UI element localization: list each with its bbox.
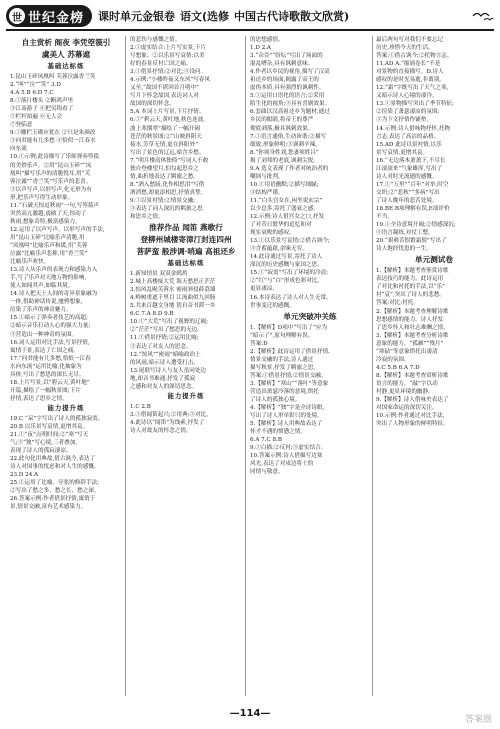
answer-line: 深沉的历史感慨与家国之思。 (250, 262, 323, 269)
answer-list (376, 36, 492, 253)
answer-line: 4.示例:“小楼昨夜又东风”写春风 (130, 77, 211, 84)
answer-line: 4.此诗以“闻笛”为线索,抒发了 (130, 419, 205, 426)
answer-line: 具体,写出了愁思的深长无尽。 (10, 371, 85, 378)
answer-line: 2.“叫”“泣”“笑” 3.D (10, 82, 61, 89)
answer-line: 风光,表达了对戍边将士的 (250, 461, 314, 468)
answer-line: 19.①全诗意境开阔;②情感深沉; (376, 222, 456, 229)
answer-line: 语言的能力。“敲”字以动 (376, 380, 438, 387)
answer-line: 8.①落日楼头 ②断鸿声里 (10, 98, 74, 105)
answer-line: 12.运用了以声写声、以形写声的手法, (10, 226, 105, 233)
answer-line: 7.①语言通俗,生动诙谐;②描写 (250, 133, 327, 140)
answer-line: 12.“霜”字既写出了天气之寒, (376, 85, 449, 92)
page-number: —114— (229, 708, 271, 719)
answer-line: 11.①借景抒情;②运用比喻; (130, 335, 199, 342)
answer-line: 描写秋景,抒发了羁旅之思。 (250, 364, 319, 371)
book-title: 中国古代诗歌散文欣赏) (234, 10, 350, 23)
answer-line: 答案:D (250, 340, 268, 347)
answer-line: 向东流 (10, 146, 27, 153)
answer-list (376, 267, 492, 428)
answer-line: 了对昔日繁华的追忆和对 (250, 222, 312, 229)
answer-line: 了诗人晚年的悲苦处境。 (376, 197, 438, 204)
answer-line: 波上寒烟翠”描绘了一幅开阔 (130, 125, 200, 132)
answer-line: 的悲伤与感慨之情。 (130, 37, 181, 43)
answer-line: 10.答案示例:诗人借描写边塞 (250, 453, 323, 460)
answer-line: 彻底剥落,极具讽刺效果。 (250, 125, 314, 132)
answer-line: 意象的能力。“孤雁”“残月” (376, 340, 444, 347)
answer-line: 的美妙乐声。②用“昆山玉碎”“凤 (10, 162, 92, 169)
answer-line: 11.“白头宫女在,闲坐说玄宗” (250, 197, 323, 204)
answer-line: 揭了刘邦的老底,讽刺尖锐。 (250, 157, 319, 164)
answer-line: 1.【解析】D项中“写出了”应为 (250, 324, 328, 331)
answer-line: 8.“你须身姓刘,您妻须姓吕” (250, 149, 319, 156)
answer-line: 10.示例:作者通过对比手法, (376, 413, 445, 420)
answer-line: 16.“无边落木萧萧下,不尽长 (376, 157, 446, 164)
answer-line: 4.【解析】“独”字是全诗诗眼, (250, 405, 325, 412)
answer-line: 3.【解析】本题考查分析诗歌 (376, 332, 449, 339)
answer-line: 突出了人物形象的鲜明特征。 (376, 421, 449, 428)
answer-line: 14.诗人把天上人间的奇异景象融为 (10, 291, 98, 298)
answer-line: 11.AD A.“缩诵卷长”不是 (376, 61, 441, 68)
answer-line: 水向东流”运用比喻,化抽象为 (10, 363, 82, 370)
answer-line: 4.A 5.B 6.D 7.C (10, 90, 54, 97)
answer-line: 苍茫的秋景图;②“山映斜阳天 (130, 133, 202, 140)
answer-line: 1.新知情景 双双金鹧鸪 (130, 271, 188, 278)
answer-line: 3.惊风乱飐芙蓉水 密雨斜侵薜荔墙 (130, 287, 216, 294)
answer-line: 1.C 2.B (130, 403, 151, 410)
answer-line: 2.【解析】本题考查理解诗歌 (376, 308, 449, 315)
answer-line: 16.本诗表达了诗人对人生无常、 (250, 294, 332, 301)
answer-line: 14.示例:诗人借咏物抒怀,托物 (376, 125, 451, 132)
answer-list (130, 270, 242, 391)
section-title: 单元突破冲关练 (283, 311, 337, 321)
answer-line: 6.A 7.C 8.B (250, 437, 282, 444)
answer-line: 21.①“夜”点明时间;②“寒”写天 (10, 432, 89, 439)
answer-line: 写出了景色的辽远,暗含乡愁。 (130, 149, 205, 156)
answer-line: ②“红”与“白”形成色彩对比, (250, 278, 320, 285)
section-subtitle: 登柳州城楼寄漳汀封连四州 (140, 235, 232, 245)
answer-line: 蓉泣露”“香兰笑”写乐声的悲喜。 (10, 178, 92, 185)
answer-line: 泣露”比喻乐声悲抑,用“香兰笑” (10, 251, 88, 258)
answer-line: ③为下文抒情作铺垫。 (376, 117, 432, 124)
header-rule (6, 29, 494, 31)
answer-line: 12.“惊风”“密雨”暗喻政治上 (130, 351, 201, 358)
answer-line: 5.①运用口语化的语言;②采用 (250, 93, 325, 100)
answer-line: 答案:对比;衬托。 (376, 300, 419, 307)
column-1 (10, 36, 122, 696)
answer-line: 乡民的眼睛,将帝王的尊严 (250, 117, 314, 124)
column-4 (376, 36, 492, 696)
answer-line: ③含蓄蕴藉,余味无穷。 (250, 246, 308, 253)
answer-line: 1.D 2.A (250, 45, 271, 52)
answer-line: 5.【解析】诗人用典故表达了 (250, 421, 323, 428)
answer-line: 言志,表达了高洁的品格。 (376, 133, 440, 140)
answer-line: ③问君能有几多愁 ④恰似一江春水 (10, 138, 96, 145)
answer-line: 23.D 24.A (10, 472, 39, 479)
answer-line: “暗示了”,原句理解有误。 (250, 332, 314, 339)
answer-line: 冷寂的氛围。 (376, 356, 410, 363)
answer-line: 5.A 本词上片写景,下片抒情。 (130, 109, 205, 116)
answer-line: 写出了诗人形单影只的处境。 (250, 413, 323, 420)
answer-list (10, 73, 122, 403)
subsection-heading: 能力提升练 (47, 403, 85, 412)
answer-line: 陌生化的视角;③具有喜剧效果。 (250, 101, 331, 108)
answer-line: 混乱嘈杂,具有讽刺意味。 (250, 61, 314, 68)
answer-line: ③表达了对友人的思念。 (130, 343, 192, 350)
answer-line: 1.昆山玉碎凤凰叫 芙蓉泣露香兰笑 (10, 74, 96, 80)
answer-line: 对国家命运的深切关注。 (376, 405, 438, 412)
answer-line: 答案:①借古讽今;②托物言志。 (376, 53, 453, 60)
answer-line: 故国的深切怀念。 (130, 101, 175, 108)
answer-line: 16.词人运用对比手法,写景抒情, (10, 339, 90, 346)
answer-line: 4.岭树重遮千里目 江流曲似九回肠 (130, 295, 216, 302)
answer-line: ②“茫茫”写出了愁思的无边。 (130, 327, 203, 334)
answer-line: 开篇,描绘了一幅秋景图;下片 (10, 387, 81, 394)
answer-line: 2.【解析】此诗运用了借景抒情、 (250, 348, 334, 355)
answer-line: 独自登楼望月,怕勾起思乡之 (130, 165, 199, 172)
answer-line: 17.①“万里”“百年”对举,时空 (376, 181, 449, 188)
answer-line: 地,却音书难通,抒发了孤寂 (130, 375, 196, 382)
answer-line: 6.C 7.A 8.D 9.B (130, 311, 174, 318)
answer-line: 好的春景反衬亡国之痛。 (130, 61, 192, 68)
answer-line: “寒砧”等意象烘托出凄清 (376, 348, 438, 355)
answer-line: 秋雨,想象奇特,极富感染力。 (10, 218, 81, 225)
answer-list (10, 415, 122, 512)
answer-line: 13.①以乐景写哀情;②借古讽今; (250, 238, 330, 245)
answer-line: 抒情,表达了思乡之情。 (10, 395, 68, 402)
answer-line: 思想感情的能力。诗人抒发 (376, 316, 444, 323)
answer-line: 交织;②“悲秋”“多病”写出 (376, 189, 440, 196)
answer-list (250, 36, 370, 310)
answer-line: 了对比和衬托的手法,以“乐” (376, 284, 446, 291)
answer-line: ③江南游子 ④把吴钩看了 (10, 106, 74, 113)
answer-line: 13.尾联写诗人与友人虽同处边 (130, 367, 207, 374)
answer-line: 形,把乐声写得生动形象。 (10, 194, 74, 201)
answer-line: 8.【解析】本题考查赏析诗歌 (376, 372, 449, 379)
answer-line: 凰叫”描写乐声的清脆悦耳,用“芙 (10, 170, 91, 177)
answer-line: 现实衰败的感叹。 (250, 230, 295, 237)
answer-line: 6.①“碧云天,黄叶地,秋色连波, (130, 117, 206, 124)
column-2 (130, 36, 242, 696)
answer-line: 9.【解析】诗人借咏史表达了 (376, 397, 449, 404)
answer-line: 26.答案示例:作者借景抒情,寓情于 (10, 496, 96, 503)
answer-line: 气;③“独”写心境,三者叠加, (10, 440, 78, 447)
series-title: 课时单元金银卷 (98, 10, 176, 23)
answer-line: 虚伪本质,具有强烈的讽刺性。 (250, 85, 325, 92)
answer-line: 以少总多,寄托了盛衰之感。 (250, 205, 319, 212)
answer-line: 诗人对故友的怀念之情。 (130, 427, 192, 434)
brand-name: 世纪金榜 (28, 10, 85, 26)
answer-line: 18.BE B项理解有误,E项评价 (376, 205, 450, 212)
answer-line: 写月下怀念故国,表达词人对 (130, 93, 199, 100)
answer-line: ②写出了愁之多、愁之长、愁之深。 (10, 488, 100, 495)
answer-line: 6.套曲以汉高祖还乡为题材,通过 (250, 109, 330, 116)
answer-line: 答案:①借景抒情;②情景交融。 (250, 372, 327, 379)
answer-line: 3.①借景抒情;②对比;③设问。 (130, 69, 207, 76)
answer-line: 9.①雕栏玉砌应犹在 ②只是朱颜改 (10, 130, 96, 137)
section-title: 推荐作品 闻笛 燕歌行 (149, 223, 223, 233)
column-divider (125, 36, 126, 696)
answer-line: 10.①用语幽默;②描写细腻; (250, 181, 319, 188)
answer-line: 景写哀情,更增其哀。 (376, 149, 429, 156)
answer-line: 4.C 5.B 6.A 7.D (376, 364, 420, 371)
answer-line: 15.①“寂寞”写出了环境的冷清; (250, 270, 329, 277)
answer-line: 感叹的是时光易逝,非离别。 (376, 77, 445, 84)
answer-line: 22.此句化用典故,借古讽今,表达了 (10, 456, 96, 463)
answer-line: 9.①以景衬情;②情景交融; (130, 197, 196, 204)
section-title: 单元测试卷 (415, 255, 453, 265)
answer-line: 接水,芳草无情,更在斜阳外” (130, 141, 198, 148)
answer-line: 最后两句写对我们不要忘记 (376, 37, 444, 43)
answer-list (130, 36, 242, 221)
answer-line: 20.“艰难苦恨繁霜鬓”写出了 (376, 238, 447, 245)
answer-line: 9.A 选文表现了作者对统治者的 (250, 165, 329, 172)
answer-line: 衬静,更显环境的幽静。 (376, 388, 434, 395)
answer-line: 18.上片写景,以“碧云天,黄叶地” (10, 379, 90, 386)
answer-line: 3.“杂沓”“纷纭”写出了场面的 (250, 53, 323, 60)
answer-line: 4.作者以乡民的视角,描写了汉高 (250, 69, 330, 76)
answer-line: 25.①运用了比喻、夸张的修辞手法; (10, 480, 100, 487)
answer-line: 用“昆山玉碎”比喻乐声清脆,用 (10, 234, 85, 241)
answer-line: 14.此诗通过写景,寄托了诗人 (250, 254, 323, 261)
answer-line: 手,写了乐声对天地万物的影响, (10, 275, 87, 282)
answer-line: 又暗示诗人心境的凄冷。 (376, 93, 438, 100)
watermark: 答案圈 (464, 715, 492, 725)
page-header (6, 4, 494, 28)
answer-line: 2.①虚实结合:上片写实景,下片 (130, 45, 207, 52)
answer-line: 13.①景物描写突出了季节特征; (376, 101, 454, 108)
answer-line: 诗人饱经忧患的一生。 (376, 246, 432, 253)
answer-line: 景,情景交融,富有艺术感染力。 (10, 504, 87, 511)
answer-line: 了思乡怀人和壮志难酬之情。 (376, 324, 449, 331)
answer-line: 10.①“大荒”写出了视野的辽阔; (130, 319, 209, 326)
answer-line: 情,曲折地表达了羁旅之愁。 (130, 173, 199, 180)
answer-line: 8.“酒入愁肠,化作相思泪”写借 (130, 181, 205, 188)
answer-line: 3.【解析】“寒山”“落叶”等意象 (250, 380, 329, 387)
answer-line: 19.C “呆”字写出了诗人的孤独寂寞。 (10, 415, 104, 422)
column-3 (250, 36, 370, 696)
answer-line: 5.共来百越文身地 犹自音书滞一乡 (130, 303, 216, 310)
answer-line: “凤凰叫”比喻乐声和缓,用“芙蓉 (10, 242, 88, 249)
section-subtitle: 虞美人 苏幕遮 (41, 50, 91, 59)
answer-line: ③以声写声,以形写声,化无形为有 (10, 186, 92, 193)
answer-line: 20.B 以乐景写哀情,更增其哀。 (10, 423, 89, 430)
section-subtitle: 菩萨蛮 般涉调·哨遍 高祖还乡 (136, 247, 236, 257)
subsection-heading: 能力提升练 (167, 391, 205, 400)
answer-line: 不当。 (376, 214, 393, 221)
answer-list (130, 403, 242, 435)
brand-logo (6, 5, 92, 27)
answer-line: 祖还乡的场面,揭露了帝王的 (250, 77, 319, 84)
answer-line: 嘲讽与批判。 (250, 173, 284, 180)
answer-line: 的风雨,暗示诗人遭受打击。 (130, 359, 199, 366)
answer-line: 写想象。②以乐景写哀情:以美 (130, 53, 205, 60)
answer-line: 比喻乐声欢快。 (10, 259, 50, 266)
subsection-heading: 基础达标练 (47, 62, 85, 70)
subject-title: 语文(选修 (180, 10, 230, 23)
answer-line: ⑦登临意 (10, 122, 33, 129)
globe-icon: 世 (9, 8, 25, 24)
answer-line: ③表达了词人深沉的羁旅之思 (130, 205, 203, 212)
answer-line: 细致,形象鲜明;③讽刺辛辣。 (250, 141, 321, 148)
answer-line: 诗人对国事的忧虑和对人生的感慨。 (10, 464, 100, 471)
column-divider (372, 36, 373, 696)
answer-line: 衬“哀”,突出了诗人的悲愁。 (376, 292, 446, 299)
answer-line: 一体,借助神话传说,驰骋想象, (10, 299, 83, 306)
answer-line: 10.①示例:此诗描写了乐师弹奏箜篌 (10, 154, 100, 161)
answer-line: 同情与敬意。 (250, 469, 284, 476)
answer-list (250, 324, 370, 477)
answer-line: 情景交融的手法,诗人通过 (250, 356, 314, 363)
answer-line: 诗人对时光流逝的感慨。 (376, 173, 438, 180)
answer-line: 世事变迁的感慨。 (250, 302, 295, 309)
answer-line: 了诗人的孤独心境。 (250, 397, 301, 404)
answer-line: ⑤栏杆拍遍 ⑥无人会 (10, 114, 63, 121)
answer-line: 15.①暗示了弹奏者技艺的高超; (10, 315, 88, 322)
answer-line: 1.【解析】本题考查鉴赏诗歌 (376, 268, 449, 275)
answer-line: 寓情于景,表达了亡国之痛。 (10, 347, 79, 354)
answer-line: 13.诗人从乐声的表现力和感染力入 (10, 267, 98, 274)
section-title: 自主赏析 阁夜 李凭箜篌引 (21, 38, 111, 47)
answer-line: ②暗示音乐打动人心的强大力量; (10, 323, 91, 330)
answer-line: 之感和对友人的深切思念。 (130, 383, 198, 390)
answer-line: 更显凄凉。 (250, 286, 278, 293)
answer-line: 9.①白描;②反衬;③虚实结合。 (250, 445, 327, 452)
answer-line: 对景物的直接描写。D.诗人 (376, 69, 444, 76)
answer-line: 17.“问君能有几多愁,恰似一江春 (10, 355, 91, 362)
answer-line: 使人如闻其声,如临其境。 (10, 283, 74, 290)
answer-line: 15.AD 此诗以景衬情,以乐 (376, 141, 442, 148)
answer-line: 表现了诗人的孤寂凄凉。 (10, 448, 72, 455)
column-divider (245, 36, 246, 696)
answer-line: ③语言凝练,对仗工整。 (376, 230, 434, 237)
answer-line: 突然高亢激越,震破了天,惊动了 (10, 210, 87, 217)
answer-line: 2.城上高楼接大荒 海天愁思正茫茫 (130, 279, 216, 286)
answer-line: 和思乡之情。 (130, 214, 164, 221)
answer-line: 酒消愁,却更添相思,抒情真挚。 (130, 189, 207, 196)
answer-line: 表达技巧的能力。此诗运用 (376, 276, 444, 283)
answer-line: 11.“石破天惊逗秋雨”一句,写箜篌声 (10, 202, 100, 209)
subsection-heading: 基础达标练 (167, 259, 205, 268)
answer-line: ②渲染了萧瑟凄凉的氛围; (376, 109, 440, 116)
answer-line: ③结构严谨。 (250, 189, 284, 196)
answer-line: 12.示例:诗人借宫女之口,抒发 (250, 214, 325, 221)
answer-line: 7.“明月楼高休独倚”写词人不敢 (130, 157, 209, 164)
birds-icon (472, 10, 494, 22)
answer-line: 历史,珍惜今天的生活。 (376, 45, 434, 52)
answer-line: ③营造出一种神奇的氛围。 (10, 331, 78, 338)
answer-line: 渲染了乐声的神奇魅力。 (10, 307, 72, 314)
answer-line: 的思想感情。 (250, 37, 284, 43)
answer-line: 3.①借闻笛起兴;②用典;③对比。 (130, 411, 212, 418)
answer-line: 营造出萧瑟冷落的意境,烘托 (250, 388, 319, 395)
answer-line: 又至,“故国不堪回首月明中” (130, 85, 200, 92)
answer-line: 江滚滚来”气象雄浑,写出了 (376, 165, 443, 172)
answer-line: 怀才不遇的愤懑之情。 (250, 429, 306, 436)
